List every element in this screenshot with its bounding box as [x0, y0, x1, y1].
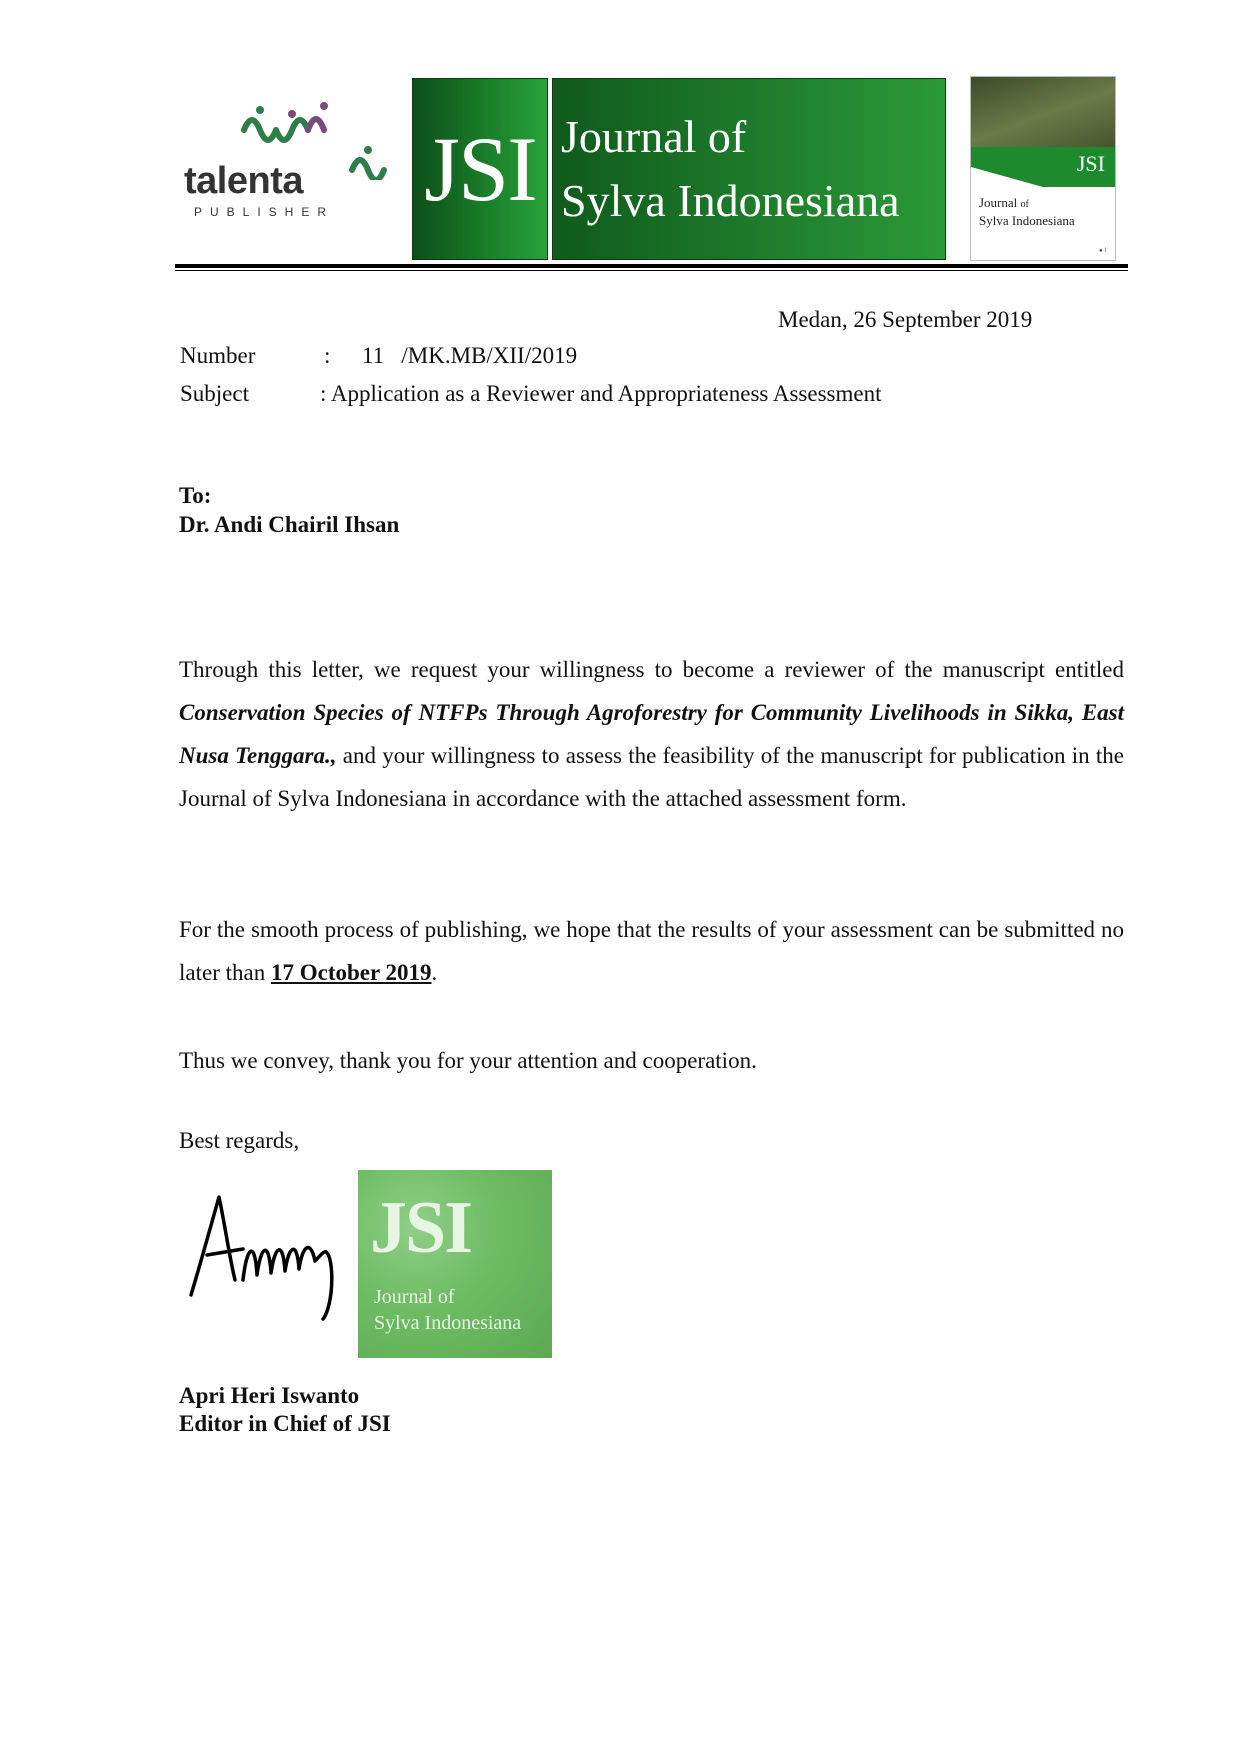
subject-label: Subject — [180, 381, 249, 406]
number-colon: : — [324, 343, 331, 368]
journal-cover-thumbnail — [970, 76, 1116, 261]
para2-tail: . — [431, 960, 438, 985]
para1-tail: and your willingness to assess the feasibility of the manuscript for publication in the Journal of Sylva Indonesiana in accordance with the attached assessment form. — [179, 743, 1125, 811]
talenta-subtext: PUBLISHER — [194, 205, 335, 219]
cover-title-journal: Journal — [979, 195, 1018, 210]
para2-lead: For the smooth process of publishing, we hope that the results of your assessment can be submitted no later than — [179, 917, 1124, 985]
jsi-stamp — [358, 1170, 552, 1358]
number-value: 11 /MK.MB/XII/2019 — [362, 343, 578, 368]
subject-value: : Application as a Reviewer and Appropriateness Assessment — [320, 381, 882, 406]
cover-title — [979, 195, 1075, 229]
signer-role: Editor in Chief of JSI — [179, 1411, 391, 1436]
jsi-abbrev-block — [412, 78, 548, 260]
manuscript-title: Conservation Species of NTFPs Through Agroforestry for Community Livelihoods in Sikka, East Nusa Tenggara., — [179, 700, 1124, 768]
handwritten-signature — [185, 1185, 365, 1325]
header-rule-thick — [175, 264, 1128, 268]
to-label: To: — [179, 483, 212, 508]
stamp-abbrev: JSI — [370, 1187, 471, 1269]
para1-lead: Through this letter, we request your willingness to become a reviewer of the manuscript entitled — [179, 657, 1124, 682]
body-paragraph-1 — [179, 648, 1124, 820]
closing-regards: Best regards, — [179, 1128, 300, 1153]
cover-footer-logo-icon: ● ⌇ — [1098, 248, 1107, 254]
number-label: Number — [180, 343, 256, 368]
talenta-publisher-logo — [180, 100, 395, 225]
recipient-name: Dr. Andi Chairil Ihsan — [179, 512, 400, 537]
cover-abbrev: JSI — [1076, 151, 1105, 176]
jsi-abbrev: JSI — [424, 118, 536, 220]
body-paragraph-2 — [179, 908, 1124, 994]
journal-banner — [412, 78, 946, 258]
place-date: Medan, 26 September 2019 — [778, 307, 1033, 332]
stamp-line-1: Journal of — [374, 1286, 455, 1308]
cover-title-line2: Sylva Indonesiana — [979, 213, 1075, 228]
signer-name: Apri Heri Iswanto — [179, 1383, 360, 1408]
deadline-date: 17 October 2019 — [270, 960, 432, 985]
header-rule-thin — [175, 270, 1128, 271]
body-paragraph-3: Thus we convey, thank you for your attention and cooperation. — [179, 1048, 757, 1073]
talenta-wordmark: talenta — [184, 160, 303, 202]
journal-title-block — [552, 78, 946, 260]
cover-title-of: of — [1020, 199, 1029, 210]
journal-title-line2: Sylva Indonesiana — [561, 175, 900, 226]
stamp-line-2: Sylva Indonesiana — [374, 1312, 522, 1334]
journal-title-line1: Journal of — [561, 111, 747, 162]
